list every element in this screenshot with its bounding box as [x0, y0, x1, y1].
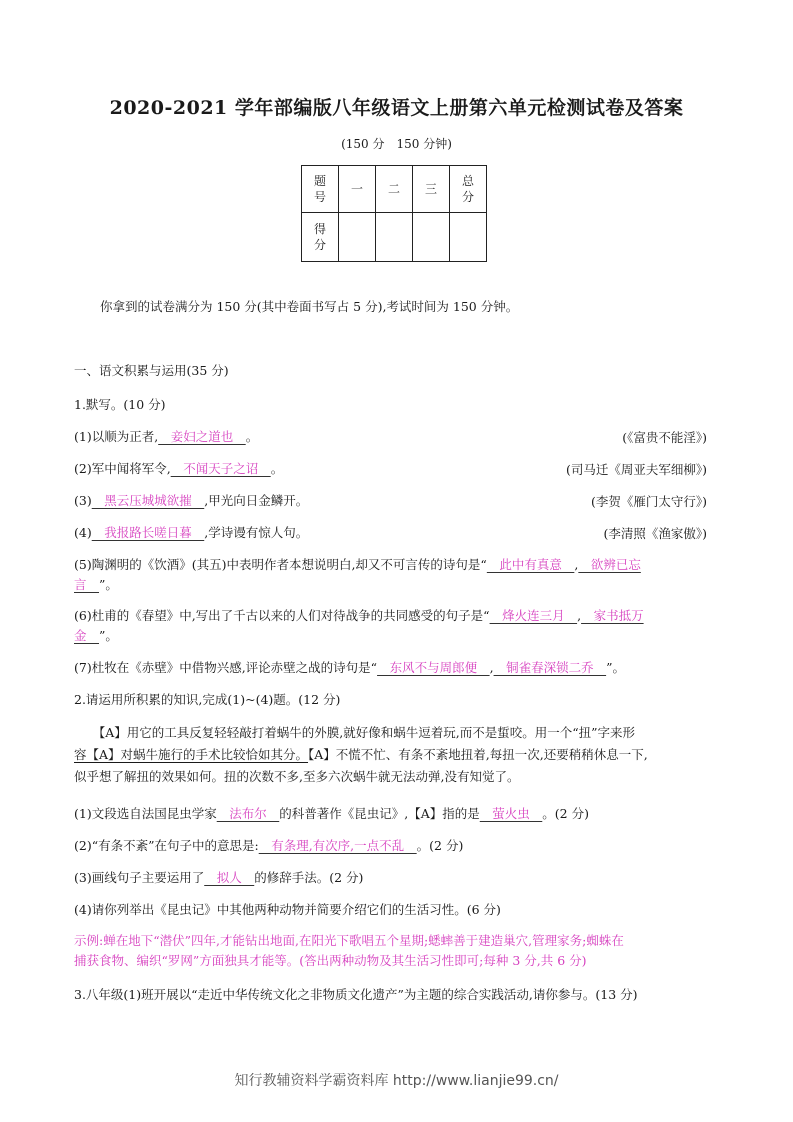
answer-text: 黑云压城城欲摧	[91, 493, 205, 508]
prompt-text: ”。	[99, 577, 118, 592]
passage-text: 【A】不慌不忙、有条不紊地扭着,每扭一次,还要稍稍休息一下,	[308, 747, 648, 762]
score-row-label: 得 分	[302, 213, 339, 262]
prompt-text: 。(2 分)	[542, 806, 589, 821]
prompt-text: ”。	[606, 660, 625, 675]
score-cell	[376, 213, 413, 262]
prompt-text: 的修辞手法。(2 分)	[254, 870, 364, 885]
prompt-text: 的科普著作《昆虫记》,【A】指的是	[279, 806, 480, 821]
answer-text: 烽火连三月	[489, 608, 578, 623]
score-header-cell: 总 分	[450, 166, 487, 213]
passage-line: 似乎想了解扭的效果如何。扭的次数不多,至多六次蜗牛就无法动弹,没有知觉了。	[74, 769, 520, 784]
source-citation: (司马迁《周亚夫军细柳》)	[565, 462, 707, 477]
prompt-text: (6)杜甫的《春望》中,写出了千古以来的人们对待战争的共同感受的句子是“	[74, 608, 490, 623]
sub-question-2	[74, 837, 463, 855]
underlined-sentence: 容【A】对蜗牛施行的手术比较恰如其分。	[74, 747, 309, 762]
recite-item-5-cont	[74, 576, 118, 594]
prompt-text: (1)以顺为正者,	[74, 429, 159, 444]
exam-meta: (150 分 150 分钟)	[341, 137, 452, 151]
answer-text: 示例:蝉在地下“潜伏”四年,才能钻出地面,在阳光下歌唱五个星期;蟋蟀善于建造巢穴,管理家务;蜘蛛在	[74, 933, 624, 948]
source-citation: (李清照《渔家傲》)	[603, 526, 707, 541]
footer-watermark: 知行教辅资料学霸资料库 http://www.lianjie99.cn/	[234, 1073, 559, 1089]
answer-text: 妾妇之道也	[158, 429, 246, 444]
sub-question-4: (4)请你列举出《昆虫记》中其他两种动物并简要介绍它们的生活习性。(6 分)	[74, 902, 501, 917]
reading-passage	[74, 722, 724, 788]
prompt-text: 。(2 分)	[416, 838, 464, 853]
intro-text: 你拿到的试卷满分为 150 分(其中卷面书写占 5 分),考试时间为 150 分钟。	[100, 299, 519, 314]
recite-item-2	[74, 460, 283, 478]
recite-item-4	[74, 524, 308, 542]
prompt-text: ,	[489, 660, 494, 675]
answer-text: 萤火虫	[479, 806, 543, 821]
recite-item-5	[74, 556, 641, 574]
section-heading: 一、语文积累与运用(35 分)	[74, 363, 229, 378]
score-header-cell: 二	[376, 166, 413, 213]
answer-text: 言	[74, 577, 100, 592]
recite-item-3	[74, 492, 308, 510]
score-header-cell: 一	[339, 166, 376, 213]
score-cell	[450, 213, 487, 262]
sub-question-1	[74, 805, 589, 823]
prompt-text: ,	[574, 557, 579, 572]
question-2-label: 2.请运用所积累的知识,完成(1)~(4)题。(12 分)	[74, 692, 341, 707]
source-citation: (李贺《雁门太守行》)	[590, 494, 707, 509]
question-1-label: 1.默写。(10 分)	[74, 397, 166, 412]
prompt-text: (2)“有条不紊”在句子中的意思是:	[74, 838, 259, 853]
answer-text: 家书抵万	[581, 608, 644, 623]
passage-line: 【A】用它的工具反复轻轻敲打着蜗牛的外膜,就好像和蜗牛逗着玩,而不是蜇咬。用一个“扭”字来形	[74, 725, 636, 740]
question-3-label: 3.八年级(1)班开展以“走近中华传统文化之非物质文化遗产”为主题的综合实践活动,请你参与。(13 分)	[74, 987, 638, 1002]
answer-text: 金	[74, 628, 100, 643]
answer-text: 捕获食物、编织“罗网”方面独具才能等。(答出两种动物及其生活习性即可;每种 3 分,共 6 分)	[74, 953, 587, 968]
answer-text: 有条理,有次序,一点不乱	[258, 838, 417, 853]
answer-text: 法布尔	[216, 806, 280, 821]
prompt-text: (3)	[74, 493, 92, 508]
prompt-text: (4)	[74, 525, 92, 540]
prompt-text: (2)军中闻将军令,	[74, 461, 171, 476]
page-title: 2020-2021 学年部编版八年级语文上册第六单元检测试卷及答案	[109, 97, 684, 119]
source-citation: (《富贵不能淫》)	[622, 430, 707, 445]
answer-text: 我报路长嗟日暮	[91, 525, 205, 540]
recite-item-6	[74, 607, 644, 625]
prompt-text: (5)陶渊明的《饮酒》(其五)中表明作者本想说明白,却又不可言传的诗句是“	[74, 557, 487, 572]
answer-text: 欲辨已忘	[578, 557, 641, 572]
score-header-cell: 三	[413, 166, 450, 213]
prompt-text: ,学诗谩有惊人句。	[204, 525, 309, 540]
prompt-text: 。	[245, 429, 259, 444]
score-cell	[339, 213, 376, 262]
prompt-text: ,	[577, 608, 582, 623]
sub-question-3	[74, 869, 363, 887]
answer-text: 此中有真意	[486, 557, 575, 572]
score-table	[301, 165, 487, 262]
prompt-text: (3)画线句子主要运用了	[74, 870, 205, 885]
score-header-cell: 题 号	[302, 166, 339, 213]
recite-item-6-cont	[74, 627, 118, 645]
answer-text: 不闻天子之诏	[170, 461, 271, 476]
recite-item-1	[74, 428, 258, 446]
prompt-text: (1)文段选自法国昆虫学家	[74, 806, 217, 821]
prompt-text: 。	[270, 461, 284, 476]
prompt-text: ”。	[99, 628, 118, 643]
answer-text: 拟人	[204, 870, 255, 885]
prompt-text: (7)杜牧在《赤壁》中借物兴感,评论赤壁之战的诗句是“	[74, 660, 378, 675]
score-cell	[413, 213, 450, 262]
answer-text: 铜雀春深锁二乔	[493, 660, 607, 675]
answer-text: 东风不与周郎便	[377, 660, 490, 675]
prompt-text: ,甲光向日金鳞开。	[204, 493, 309, 508]
passage-line	[74, 744, 724, 766]
recite-item-7	[74, 659, 625, 677]
